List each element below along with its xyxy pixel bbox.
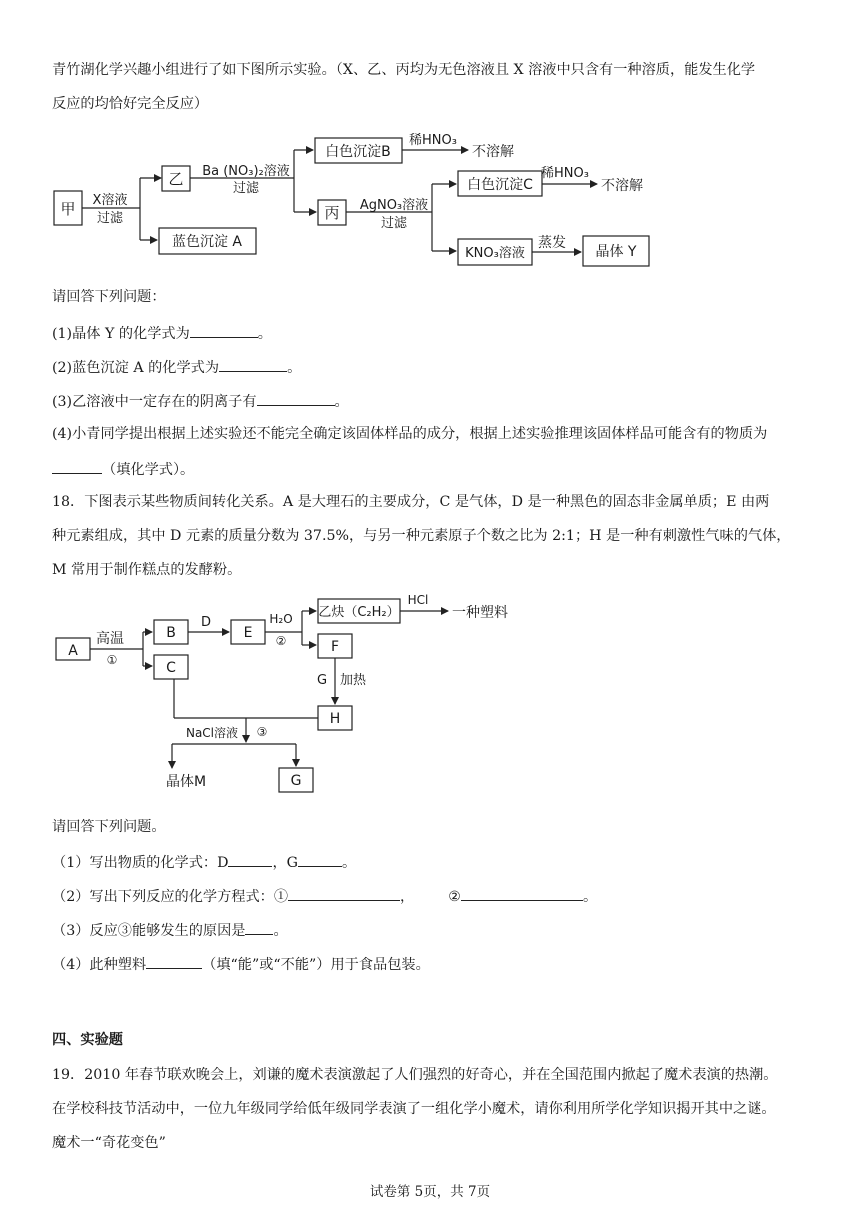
q17-prompt: 请回答下列问题： bbox=[52, 289, 166, 305]
x-filter-label: 过滤 bbox=[96, 211, 124, 226]
q18-prompt: 请回答下列问题。 bbox=[52, 819, 166, 835]
q18-question-4 bbox=[52, 953, 430, 975]
q17-q1-end: 。 bbox=[257, 326, 272, 342]
q18-intro-line2: 种元素组成，其中 D 元素的质量分数为 37.5%，与另一种元素原子个数之比为 2:1；H 是一种有刺激性气味的气体， bbox=[52, 528, 791, 544]
q18-q1-end: 。 bbox=[342, 855, 357, 871]
a-label: A bbox=[68, 643, 78, 659]
q17-q3-text: (3)乙溶液中一定存在的阴离子有 bbox=[52, 394, 257, 410]
q18-q1-text: （1）写出物质的化学式：D bbox=[52, 855, 229, 871]
e-label: E bbox=[243, 625, 253, 641]
yi-label: 乙 bbox=[168, 170, 184, 188]
q18-q2-end: 。 bbox=[582, 889, 598, 905]
q17-q2-end: 。 bbox=[287, 360, 302, 376]
g-box-label: G bbox=[290, 773, 302, 789]
white-precipitate-c-label: 白色沉淀C bbox=[467, 177, 533, 193]
evaporate-label: 蒸发 bbox=[538, 235, 566, 251]
hcl-label: HCl bbox=[407, 593, 429, 607]
white-precipitate-b-label: 白色沉淀B bbox=[325, 144, 391, 160]
ba-filter-label: 过滤 bbox=[232, 181, 260, 196]
jia-label: 甲 bbox=[60, 200, 76, 218]
insoluble-label-2: 不溶解 bbox=[601, 178, 643, 194]
q17-q1-text: (1)晶体 Y 的化学式为 bbox=[52, 326, 190, 342]
q18-q1-blank-g[interactable] bbox=[298, 851, 342, 867]
q17-q3-end: 。 bbox=[334, 394, 349, 410]
q18-q4-end: （填“能”或“不能”）用于食品包装。 bbox=[202, 957, 430, 973]
q18-question-3 bbox=[52, 919, 288, 941]
page-footer: 试卷第 5页，共 7页 bbox=[369, 1184, 491, 1200]
q19-line1: 19．2010 年春节联欢晚会上，刘谦的魔术表演激起了人们强烈的好奇心，并在全国范围内掀起了魔术表演的热潮。 bbox=[52, 1067, 778, 1083]
dilute-hno3-label-1: 稀HNO₃ bbox=[409, 133, 457, 148]
nacl-solution-label: NaCl溶液 bbox=[185, 726, 239, 740]
q18-question-1 bbox=[52, 851, 356, 873]
dilute-hno3-label-2: 稀HNO₃ bbox=[541, 166, 589, 181]
reaction-2-label: ② bbox=[275, 634, 287, 648]
f-label: F bbox=[330, 639, 340, 655]
reaction-3-label: ③ bbox=[256, 725, 268, 739]
q17-q4-end: （填化学式）。 bbox=[102, 462, 195, 478]
q18-q2-circle2: ② bbox=[448, 889, 461, 905]
c-label: C bbox=[166, 660, 176, 676]
q18-q3-blank[interactable] bbox=[245, 919, 273, 935]
q19-line2: 在学校科技节活动中，一位九年级同学给低年级同学表演了一组化学小魔术，请你利用所学化学知识揭开其中之谜。 bbox=[52, 1101, 776, 1117]
q18-intro-line3: M 常用于制作糕点的发酵粉。 bbox=[52, 562, 242, 578]
ag-filter-label: 过滤 bbox=[380, 216, 408, 231]
g-reagent-label: G bbox=[316, 673, 328, 688]
d-label: D bbox=[200, 615, 212, 630]
crystal-y-label: 晶体 Y bbox=[595, 244, 637, 260]
kno3-solution-label: KNO₃溶液 bbox=[465, 246, 525, 261]
insoluble-label-1: 不溶解 bbox=[472, 144, 514, 160]
section-heading: 四、实验题 bbox=[52, 1032, 123, 1048]
x-solution-label: X溶液 bbox=[92, 193, 128, 208]
q18-q2-blank-1[interactable] bbox=[288, 885, 400, 901]
q17-q2-text: (2)蓝色沉淀 A 的化学式为 bbox=[52, 360, 220, 376]
q18-q2-comma: ， bbox=[400, 889, 415, 905]
heat-label: 加热 bbox=[340, 673, 367, 688]
high-temp-label: 高温 bbox=[96, 631, 124, 647]
ba-no3-solution-label: Ba (NO₃)₂溶液 bbox=[202, 164, 290, 179]
q18-intro-line1: 18．下图表示某些物质间转化关系。A 是大理石的主要成分，C 是气体，D 是一种黑色的固态非金属单质；E 由两 bbox=[52, 494, 770, 510]
q19-line3: 魔术一“奇花变色” bbox=[52, 1135, 166, 1151]
reaction-1-label: ① bbox=[106, 653, 118, 667]
q18-question-2 bbox=[52, 885, 597, 907]
bing-label: 丙 bbox=[324, 204, 340, 222]
q18-q1-blank-d[interactable] bbox=[228, 851, 272, 867]
blue-precipitate-a-label: 蓝色沉淀 A bbox=[171, 234, 243, 250]
q18-q2-blank-2[interactable] bbox=[461, 885, 583, 901]
b-label: B bbox=[166, 625, 176, 641]
acetylene-label: 乙炔（C₂H₂） bbox=[318, 605, 400, 620]
q18-q3-end: 。 bbox=[273, 923, 288, 939]
q17-intro-line1: 青竹湖化学兴趣小组进行了如下图所示实验。（X、乙、丙均为无色溶液且 X 溶液中只含有一种溶质，能发生化学 bbox=[52, 62, 756, 78]
water-label: H₂O bbox=[269, 612, 293, 626]
plastic-label: 一种塑料 bbox=[452, 605, 508, 621]
q18-q4-text: （4）此种塑料 bbox=[52, 957, 147, 973]
crystal-m-label: 晶体M bbox=[165, 774, 207, 790]
agno3-solution-label: AgNO₃溶液 bbox=[359, 198, 429, 213]
q18-q3-text: （3）反应③能够发生的原因是 bbox=[52, 923, 246, 939]
q18-q1-mid: ，G bbox=[272, 855, 298, 871]
h-label: H bbox=[329, 711, 341, 727]
q18-q4-blank[interactable] bbox=[146, 953, 202, 969]
q18-q2-text: （2）写出下列反应的化学方程式：① bbox=[52, 889, 289, 905]
q17-question-4: (4)小青同学提出根据上述实验还不能完全确定该固体样品的成分，根据上述实验推理该固体样品可能含有的物质为 bbox=[52, 426, 768, 442]
q17-intro-line2: 反应的均恰好完全反应） bbox=[52, 96, 209, 112]
